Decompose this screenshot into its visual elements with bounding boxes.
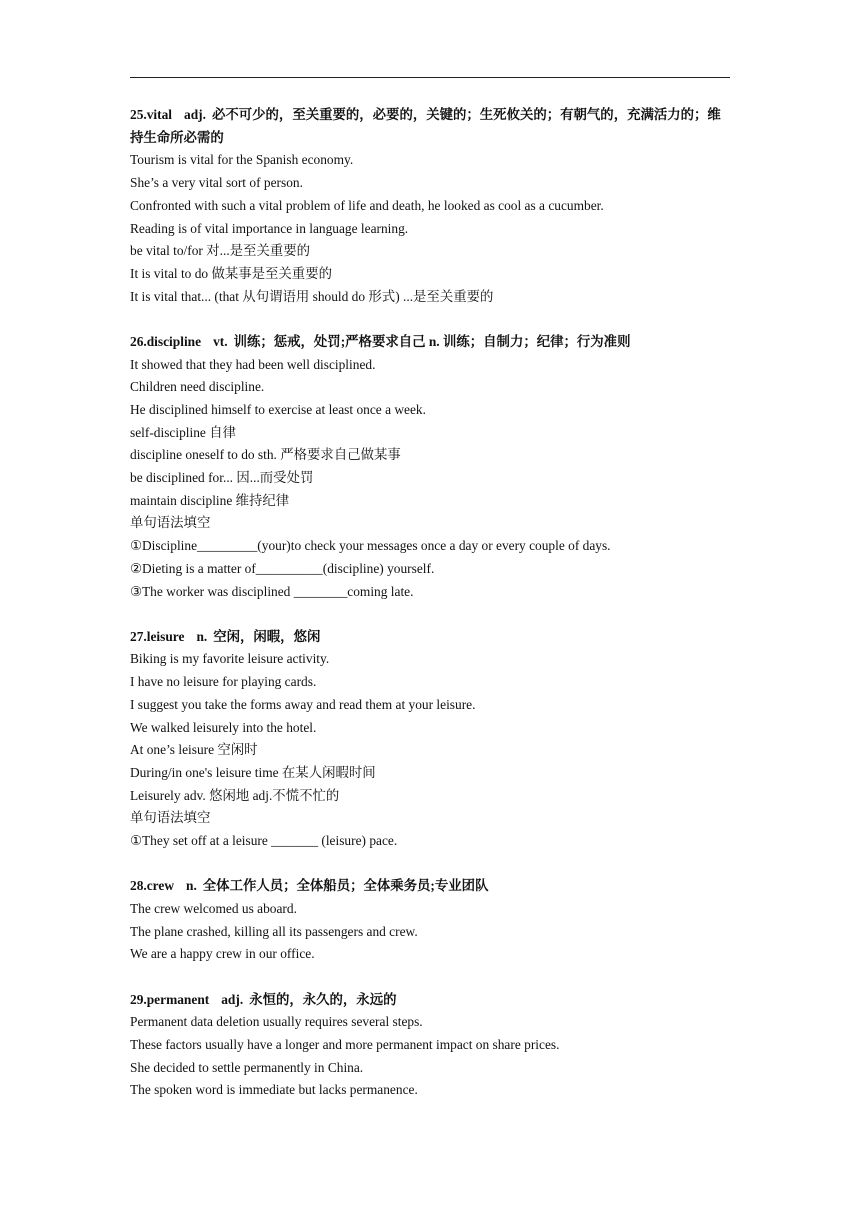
example-line: Biking is my favorite leisure activity.	[130, 651, 330, 667]
entry-heading	[130, 989, 732, 1012]
exercise-heading: 单句语法填空	[130, 515, 211, 531]
vocab-entry-discipline	[130, 331, 732, 603]
phrase-line: During/in one's leisure time 在某人闲暇时间	[130, 764, 376, 780]
example-line: These factors usually have a longer and more permanent impact on share prices.	[130, 1037, 560, 1053]
example-line: I have no leisure for playing cards.	[130, 674, 317, 690]
example-line: We walked leisurely into the hotel.	[130, 719, 317, 735]
vocabulary-list	[130, 104, 732, 1125]
entry-term: 28.crew	[130, 878, 174, 894]
example-line: She decided to settle permanently in China.	[130, 1059, 364, 1075]
entry-meaning: 必不可少的，至关重要的，必要的，关键的；生死攸关的；有朝气的，充满活力的；维持生命所必需的	[130, 107, 721, 145]
phrase-line: be vital to/for 对...是至关重要的	[130, 243, 311, 259]
example-line: Permanent data deletion usually requires several steps.	[130, 1014, 423, 1030]
entry-heading	[130, 875, 732, 898]
phrase-line: be disciplined for... 因...而受处罚	[130, 470, 314, 486]
phrase-line: self-discipline 自律	[130, 424, 236, 440]
entry-pos: n.	[196, 628, 208, 644]
entry-term: 27.leisure	[130, 628, 185, 644]
example-line: The crew welcomed us aboard.	[130, 901, 297, 916]
phrase-line: It is vital that... (that 从句谓语用 should do 形式) ...是至关重要的	[130, 288, 494, 304]
phrase-line: Leisurely adv. 悠闲地 adj.不慌不忙的	[130, 787, 340, 803]
entry-term: 25.vital	[130, 107, 173, 122]
entry-heading	[130, 626, 732, 649]
entry-meaning: 全体工作人员；全体船员；全体乘务员;专业团队	[202, 878, 489, 894]
vocab-entry-leisure	[130, 626, 732, 853]
phrase-line: It is vital to do 做某事是至关重要的	[130, 265, 332, 281]
phrase-line: discipline oneself to do sth. 严格要求自己做某事	[130, 447, 401, 463]
example-line: The spoken word is immediate but lacks permanence.	[130, 1082, 418, 1098]
entry-pos: adj.	[221, 991, 244, 1007]
example-line: It showed that they had been well disciplined.	[130, 356, 376, 372]
entry-heading	[130, 104, 732, 149]
example-line: Tourism is vital for the Spanish economy.	[130, 152, 354, 168]
example-line: She’s a very vital sort of person.	[130, 175, 303, 191]
example-line: Reading is of vital importance in language learning.	[130, 220, 409, 236]
example-line: Children need discipline.	[130, 379, 265, 395]
header-rule	[130, 77, 730, 78]
phrase-line: At one’s leisure 空闲时	[130, 742, 258, 758]
entry-meaning: 永恒的，永久的，永远的	[249, 991, 397, 1007]
entry-pos: vt.	[213, 333, 228, 349]
vocab-entry-permanent	[130, 989, 732, 1103]
entry-pos: n.	[186, 878, 197, 894]
example-line: Confronted with such a vital problem of life and death, he looked as cool as a cucumber.	[130, 197, 604, 213]
exercise-heading: 单句语法填空	[130, 810, 211, 826]
entry-pos: adj.	[184, 107, 206, 122]
exercise-item: ①They set off at a leisure _______ (leisure) pace.	[130, 833, 398, 849]
entry-term: 26.discipline	[130, 333, 202, 349]
example-line: I suggest you take the forms away and read them at your leisure.	[130, 696, 476, 712]
entry-term: 29.permanent	[130, 991, 210, 1007]
entry-heading	[130, 331, 732, 354]
vocab-entry-crew	[130, 875, 732, 966]
vocab-entry-vital	[130, 104, 732, 308]
example-line: We are a happy crew in our office.	[130, 946, 315, 962]
exercise-item: ③The worker was disciplined ________coming late.	[130, 583, 414, 599]
exercise-item: ①Discipline_________(your)to check your messages once a day or every couple of days.	[130, 538, 611, 554]
phrase-line: maintain discipline 维持纪律	[130, 492, 290, 508]
entry-meaning: 训练；惩戒，处罚;严格要求自己 n. 训练；自制力；纪律；行为准则	[233, 333, 631, 349]
example-line: The plane crashed, killing all its passengers and crew.	[130, 923, 418, 939]
example-line: He disciplined himself to exercise at least once a week.	[130, 401, 426, 417]
exercise-item: ②Dieting is a matter of__________(discipline) yourself.	[130, 560, 435, 576]
entry-meaning: 空闲，闲暇，悠闲	[213, 628, 321, 644]
